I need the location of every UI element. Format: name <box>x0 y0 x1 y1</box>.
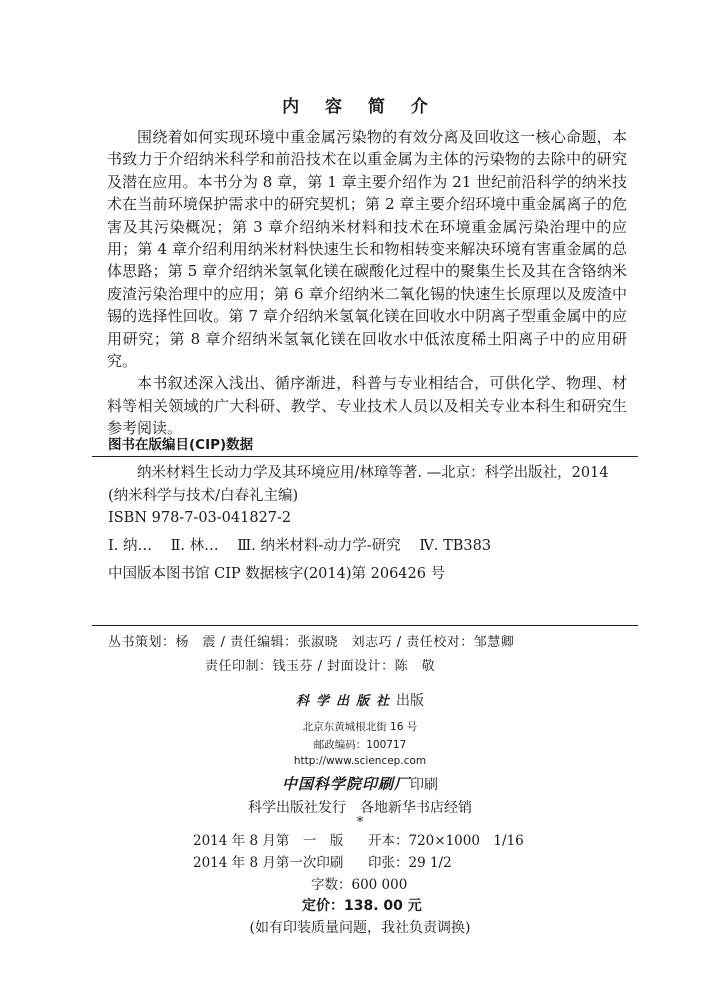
cip-series: (纳米科学与技术/白春礼主编) <box>108 487 299 504</box>
intro-paragraph-2: 本书叙述深入浅出、循序渐进，科普与专业相结合，可供化学、物理、材料等相关领域的广大科研、教学、专业技术人员以及相关专业本科生和研究生参考阅读。 <box>107 374 627 438</box>
quality-notice: (如有印装质量问题，我社负责调换) <box>249 920 471 936</box>
word-count: 字数：600 000 <box>311 877 408 893</box>
cip-isbn: ISBN 978-7-03-041827-2 <box>108 510 292 526</box>
credits-line-2: 责任印制：钱玉芬 / 封面设计：陈 敬 <box>205 659 436 674</box>
spec-row-1 <box>193 829 524 849</box>
printer-suffix: 印刷 <box>410 777 438 793</box>
spec-row-2 <box>193 851 452 871</box>
edition-text: 2014 年 8 月第 一 版 <box>193 833 344 849</box>
printer-line <box>0 773 720 794</box>
cip-heading: 图书在版编目(CIP)数据 <box>108 437 254 453</box>
classification-item: Ⅱ. 林… <box>170 537 219 554</box>
distribution-line: 科学出版社发行 各地新华书店经销 <box>248 800 472 816</box>
classification-item: Ⅲ. 纳米材料-动力学-研究 <box>237 537 401 554</box>
publisher-logo: 科学出版社 <box>295 694 396 709</box>
cip-title-entry: 纳米材料生长动力学及其环境应用/林璋等著. —北京：科学出版社，2014 <box>137 465 609 481</box>
printing-text: 2014 年 8 月第一次印刷 <box>193 855 344 871</box>
sheets-text: 印张：29 1/2 <box>368 855 452 871</box>
page-title: 内 容 简 介 <box>282 97 438 117</box>
divider-top <box>92 456 638 457</box>
credits-line-1: 丛书策划：杨 震 / 责任编辑：张淑晓 刘志巧 / 责任校对：邹慧卿 <box>108 635 515 650</box>
editorial-credits <box>108 631 628 679</box>
separator-star: * <box>356 815 364 830</box>
cip-data-block <box>108 462 622 586</box>
publisher-suffix: 出版 <box>396 693 424 709</box>
classification-item: Ⅰ. 纳… <box>108 537 152 554</box>
format-text: 开本：720×1000 1/16 <box>368 833 524 849</box>
intro-paragraph-1: 围绕着如何实现环境中重金属污染物的有效分离及回收这一核心命题，本书致力于介绍纳米科学和前沿技术在以重金属为主体的污染物的去除中的研究及潜在应用。本书分为 8 章，第 1 章主要介绍作为 21 世纪前沿科学的纳米技术在当前环境保护需求中的研究契机；第 2 章主要介绍环境中重金属离子的危害及其污染概况；第 3 章介绍纳米材料和技术在环境重金属污染治理中的应用；第 4 章介绍利用纳米材料快速生长和物相转变来解决环境有害重金属的总体思路；第 5 章介绍纳米氢氧化镁在碳酸化过程中的聚集生长及其在含铬纳米废渣污染治理中的应用；第 6 章介绍纳米二氧化锡的快速生长原理以及废渣中锡的选择性回收。第 7 章介绍纳米氢氧化镁在回收水中阴离子型重金属中的应用研究；第 8 章介绍纳米氢氧化镁在回收水中低浓度稀土阳离子中的应用研究。 <box>107 128 627 371</box>
cip-record-number: 中国版本图书馆 CIP 数据核字(2014)第 206426 号 <box>108 566 446 582</box>
classification-item: Ⅳ. TB383 <box>419 537 492 554</box>
cip-classification <box>108 535 622 558</box>
book-introduction <box>107 126 627 440</box>
publisher-address: 北京东黄城根北街 16 号 <box>302 721 418 733</box>
divider-bottom <box>92 625 638 626</box>
publisher-website: http://www.sciencep.com <box>293 755 427 767</box>
publisher-line <box>0 690 720 710</box>
publisher-postcode: 邮政编码：100717 <box>313 739 407 751</box>
price: 定价：138. 00 元 <box>302 898 422 914</box>
printer-logo: 中国科学院印刷厂 <box>281 775 410 793</box>
